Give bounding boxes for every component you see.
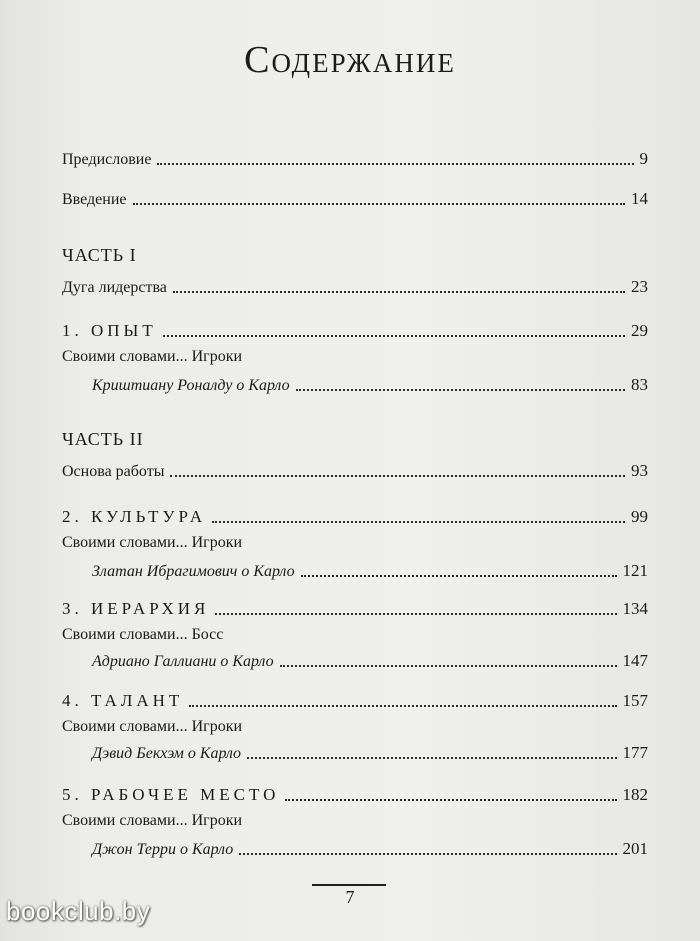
entry-label: Криштиану Роналду о Карло xyxy=(92,377,290,394)
entry-label: Предисловие xyxy=(62,151,152,168)
toc-entry-introduction xyxy=(62,188,648,210)
toc-chapter-1 xyxy=(62,320,648,342)
dot-leader xyxy=(212,506,625,523)
dot-leader xyxy=(215,598,616,615)
toc-entry-part1 xyxy=(62,276,648,298)
chapter-label: 2. КУЛЬТУРА xyxy=(62,507,207,526)
footer-rule xyxy=(312,884,386,886)
entry-page: 182 xyxy=(622,785,648,804)
entry-page: 177 xyxy=(622,743,648,762)
toc-chapter-3 xyxy=(62,598,648,620)
entry-label: Адриано Галлиани о Карло xyxy=(92,653,274,670)
entry-label: Основа работы xyxy=(62,463,165,480)
toc-entry-preface xyxy=(62,148,648,170)
dot-leader xyxy=(247,742,616,759)
entry-page: 201 xyxy=(622,839,648,858)
entry-page: 23 xyxy=(631,277,648,296)
own-words-line: Своими словами... Игроки xyxy=(62,718,243,735)
toc-chapter-4 xyxy=(62,690,648,712)
own-words-line: Своими словами... Игроки xyxy=(62,348,243,365)
entry-page: 9 xyxy=(639,149,648,168)
dot-leader xyxy=(163,320,625,337)
own-words-line: Своими словами... Игроки xyxy=(62,812,243,829)
entry-page: 93 xyxy=(631,461,648,480)
toc-chapter-2 xyxy=(62,506,648,528)
entry-label: Дэвид Бекхэм о Карло xyxy=(92,745,242,762)
toc-entry-part2 xyxy=(62,460,648,482)
dot-leader xyxy=(239,838,616,855)
dot-leader xyxy=(157,148,633,165)
chapter-label: 4. ТАЛАНТ xyxy=(62,691,184,710)
dot-leader xyxy=(285,784,616,801)
chapter-label: 3. ИЕРАРХИЯ xyxy=(62,599,210,618)
own-words-line: Своими словами... Игроки xyxy=(62,534,243,551)
entry-page: 14 xyxy=(631,189,648,208)
entry-label: Введение xyxy=(62,191,127,208)
entry-page: 29 xyxy=(631,321,648,340)
own-words-line: Своими словами... Босс xyxy=(62,626,224,643)
toc-chapter-5 xyxy=(62,784,648,806)
entry-page: 121 xyxy=(622,561,648,580)
dot-leader xyxy=(189,690,616,707)
part-heading: ЧАСТЬ II xyxy=(62,429,144,449)
entry-label: Златан Ибрагимович о Карло xyxy=(92,563,295,580)
dot-leader xyxy=(170,460,625,477)
toc-sub-entry xyxy=(92,742,648,764)
dot-leader xyxy=(133,188,626,205)
page-title: Содержание xyxy=(244,39,456,81)
entry-label: Дуга лидерства xyxy=(62,279,167,296)
dot-leader xyxy=(173,276,625,293)
part-heading: ЧАСТЬ I xyxy=(62,245,137,265)
dot-leader xyxy=(296,374,625,391)
dot-leader xyxy=(301,560,617,577)
entry-page: 157 xyxy=(622,691,648,710)
toc-sub-entry xyxy=(92,650,648,672)
entry-label: Джон Терри о Карло xyxy=(92,841,234,858)
watermark-logo: bookclub.by xyxy=(6,896,151,926)
toc-sub-entry xyxy=(92,838,648,860)
page-number: 7 xyxy=(345,887,355,907)
chapter-label: 1. ОПЫТ xyxy=(62,321,157,340)
toc-sub-entry xyxy=(92,374,648,396)
toc-sub-entry xyxy=(92,560,648,582)
entry-page: 147 xyxy=(622,651,648,670)
chapter-label: 5. РАБОЧЕЕ МЕСТО xyxy=(62,785,280,804)
entry-page: 83 xyxy=(631,375,648,394)
entry-page: 99 xyxy=(631,507,648,526)
dot-leader xyxy=(280,650,617,667)
entry-page: 134 xyxy=(622,599,648,618)
